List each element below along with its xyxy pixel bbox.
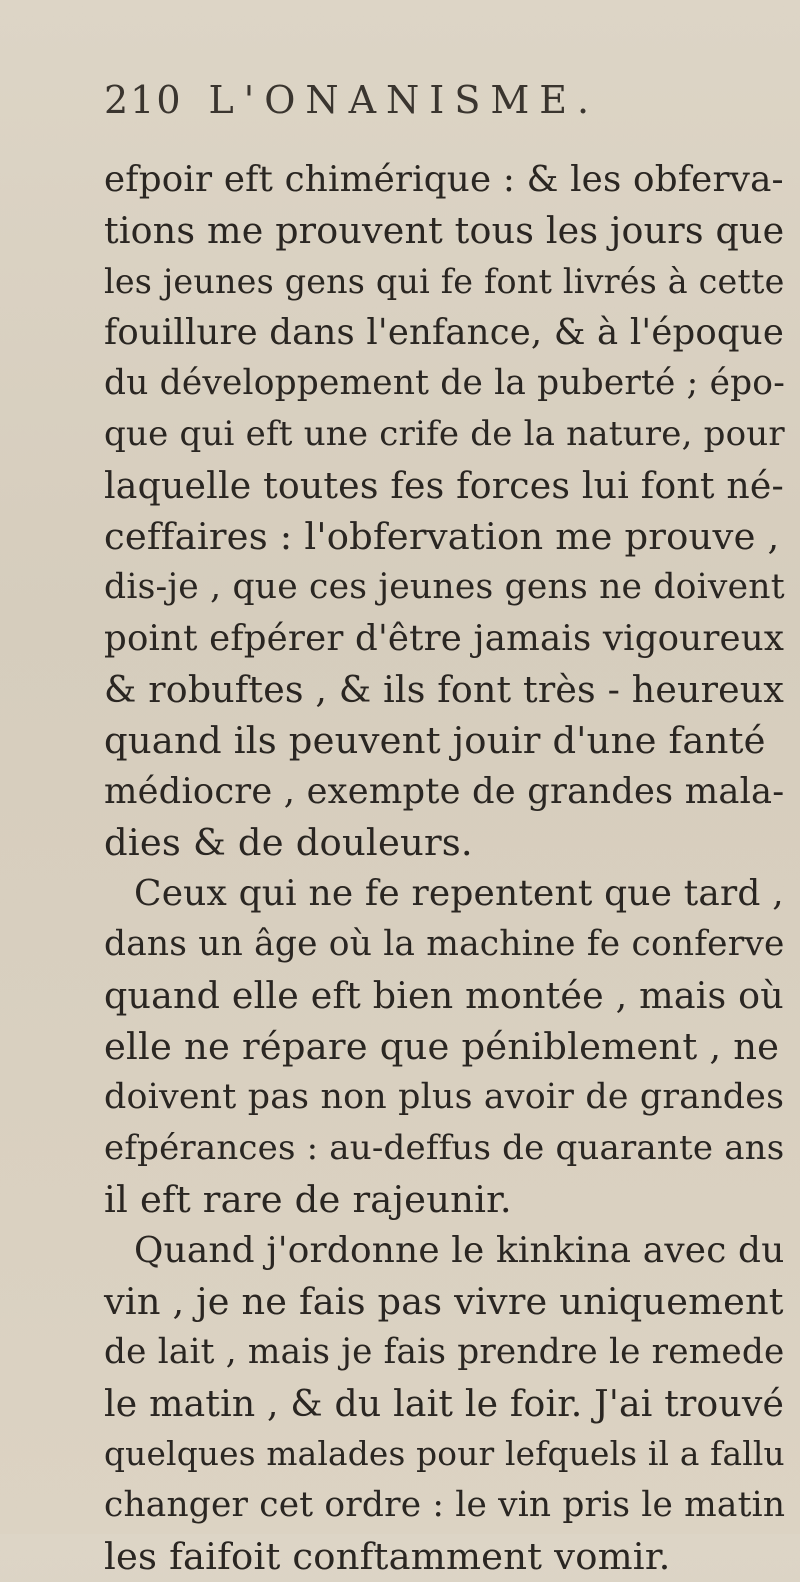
text-line: les faifoit conftamment vomir.: [104, 1535, 671, 1578]
text-line: & robuftes , & ils font très - heureux: [104, 668, 785, 711]
text-line: efpoir eft chimérique : & les obferva-: [104, 159, 784, 200]
text-line: du développement de la puberté ; épo-: [104, 363, 785, 403]
text-line: quand elle eft bien montée , mais où: [104, 974, 784, 1017]
text-line: il eft rare de rajeunir.: [104, 1178, 512, 1221]
text-line: efpérances : au-deffus de quarante ans: [104, 1128, 785, 1168]
text-line: dies & de douleurs.: [104, 821, 473, 864]
text-line: fouillure dans l'enfance, & à l'époque: [104, 312, 784, 353]
text-line: vin , je ne fais pas vivre uniquement: [104, 1280, 784, 1323]
text-line: doivent pas non plus avoir de grandes: [104, 1077, 785, 1117]
text-line: de lait , mais je fais prendre le remede: [104, 1332, 785, 1372]
text-line: que qui eft une crife de la nature, pour: [104, 414, 785, 454]
running-head: [104, 78, 599, 122]
text-line: médiocre , exempte de grandes mala-: [104, 771, 785, 812]
text-line: dis-je , que ces jeunes gens ne doivent: [104, 567, 785, 607]
text-line: point efpérer d'être jamais vigoureux: [104, 618, 785, 659]
text-line: les jeunes gens qui fe font livrés à cette: [104, 262, 785, 301]
text-line: quand ils peuvent jouir d'une fanté: [104, 719, 766, 762]
page-number: 210: [104, 78, 183, 122]
text-line: elle ne répare que péniblement , ne: [104, 1025, 780, 1068]
text-line: tions me prouvent tous les jours que: [104, 209, 785, 252]
text-line: changer cet ordre : le vin pris le matin: [104, 1485, 786, 1525]
text-line: ceffaires : l'obfervation me prouve ,: [104, 515, 780, 558]
text-line: dans un âge où la machine fe conferve: [104, 924, 785, 964]
text-line: quelques malades pour lefquels il a fallu: [104, 1435, 785, 1473]
text-line: laquelle toutes fes forces lui font né-: [104, 464, 784, 507]
text-line: le matin , & du lait le foir. J'ai trouvé: [104, 1382, 785, 1425]
body-text: [104, 154, 800, 1582]
paragraph-start-line: Quand j'ordonne le kinkina avec du: [134, 1230, 785, 1271]
running-title: L'ONANISME.: [208, 78, 600, 122]
paragraph-start-line: Ceux qui ne fe repentent que tard ,: [134, 873, 784, 914]
